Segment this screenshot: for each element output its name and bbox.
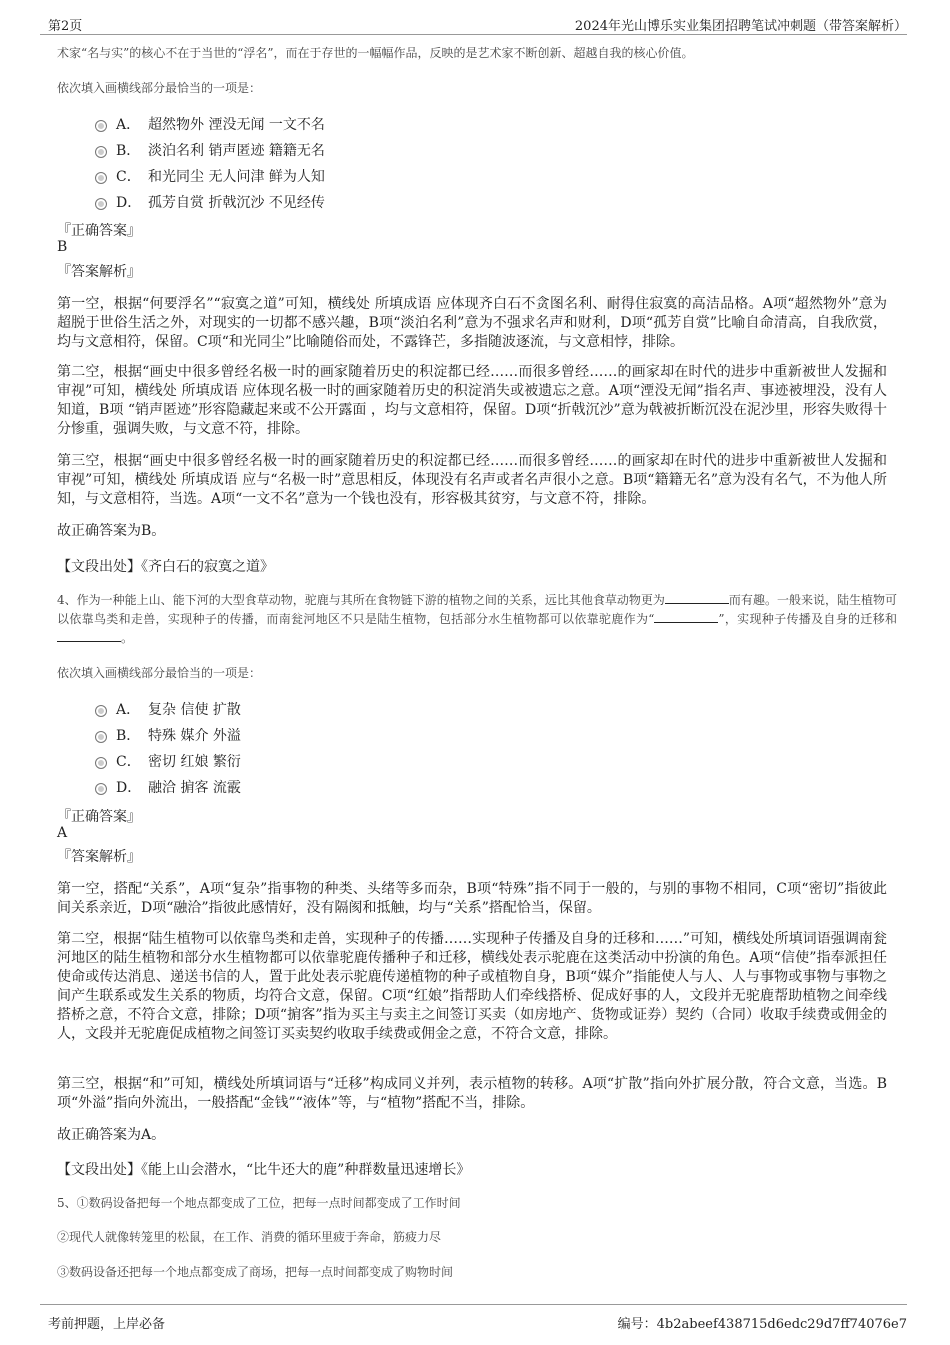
q3-analysis-3: 第三空，根据“画史中很多曾经名极一时的画家随着历史的积淀都已经……而很多曾经……的画家却在时代的进步中重新被世人发掘和审视”可知，横线处 所填成语 应与“名极一时”意思相反，体现没有名声或者名声很小之意。B项“籍籍无名”意为没有名气，不为他人所知，与文意相符，当选。A项“一文不名”意为一个钱也没有，形容极其贫穷，与文意不符，排除。 — [57, 453, 887, 507]
q4-option-b[interactable]: B． 特殊 媒介 外溢 — [95, 725, 241, 745]
radio-icon[interactable] — [95, 783, 107, 795]
q3-analysis-1: 第一空，根据“何要浮名”“寂寞之道”可知，横线处 所填成语 应体现齐白石不贪图名利、耐得住寂寞的高洁品格。A项“超然物外”意为超脱于世俗生活之外，对现实的一切都不感兴趣，B项“淡泊名利”意为不强求名声和财利，D项“孤芳自赏”比喻自命清高，自我欣赏，均与文意相符，保留。C项“和光同尘”比喻随俗而处，不露锋芒，多指随波逐流，与文意相悖，排除。 — [57, 296, 887, 350]
q4-stem: 4、作为一种能上山、能下河的大型食草动物，驼鹿与其所在食物链下游的植物之间的关系，远比其他食草动物更为 而有趣。一般来说，陆生植物可以依靠鸟类和走兽，实现种子的传播，而南瓮河地区不只是陆生植物，包括部分水生植物都可以依靠驼鹿作为“ ”，实现种子传播及自身的迁移和。 — [57, 593, 897, 645]
radio-icon[interactable] — [95, 198, 107, 210]
q4-analysis-2: 第二空，根据“陆生植物可以依靠鸟类和走兽，实现种子的传播……实现种子传播及自身的迁移和……”可知，横线处所填词语强调南瓮河地区的陆生植物和部分水生植物都可以依靠驼鹿传播种子和迁移，横线处表示驼鹿在这类活动中扮演的角色。A项“信使”指奉派担任使命或传达消息、递送书信的人，置于此处表示驼鹿传递植物的种子或植物自身，B项“媒介”指能使人与人、人与事物或事物与事物之间产生联系或发生关系的物质，均符合文意，保留。C项“红娘”指帮助人们牵线搭桥、促成好事的人，文段并无驼鹿帮助植物之间牵线搭桥之意，不符合文意，排除；D项“掮客”指为买主与卖主之间签订买卖（如房地产、货物或证券）契约（合同）收取手续费或佣金的人，文段并无驼鹿促成植物之间签订买卖契约收取手续费或佣金之意，不符合文意，排除。 — [57, 931, 887, 1042]
q5-line-3: ③数码设备还把每一个地点都变成了商场，把每一点时间都变成了购物时间 — [57, 1265, 454, 1279]
q3-answer: B — [57, 239, 68, 255]
q4-option-d[interactable]: D． 融洽 掮客 流霰 — [95, 777, 241, 797]
q5-line-1: 5、①数码设备把每一个地点都变成了工位，把每一点时间都变成了工作时间 — [57, 1196, 461, 1210]
q4-option-a[interactable]: A． 复杂 信使 扩散 — [95, 699, 241, 719]
q3-option-c[interactable]: C． 和光同尘 无人问津 鲜为人知 — [95, 166, 325, 186]
footer-document-id: 编号：4b2abeef438715d6edc29d7ff74076e7 — [617, 1317, 907, 1332]
q4-answer-label: 『正确答案』 — [57, 809, 141, 825]
blank-3 — [57, 629, 121, 642]
q3-analysis-2: 第二空，根据“画史中很多曾经名极一时的画家随着历史的积淀都已经……而很多曾经……的画家却在时代的进步中重新被世人发掘和审视”可知，横线处 所填成语 应体现名极一时的画家随着历史的积淀消失或被遗忘之意。A项“湮没无闻”指名声、事迹被埋没，没有人知道，B项 “销声匿迹”形容隐藏起来或不公开露面 ，均与文意相符，保留。D项“折戟沉沙”意为戟被折断沉没在泥沙里，形容失败得十分惨重，强调失败，与文意不符，排除。 — [57, 364, 887, 437]
footer-slogan: 考前押题，上岸必备 — [48, 1317, 166, 1332]
q3-analysis-4: 故正确答案为B。 — [57, 523, 166, 539]
q4-source: 【文段出处】《能上山会潜水，“比牛还大的鹿”种群数量迅速增长》 — [57, 1162, 471, 1178]
radio-icon[interactable] — [95, 146, 107, 158]
blank-1 — [665, 591, 729, 604]
q5-line-2: ②现代人就像转笼里的松鼠，在工作、消费的循环里疲于奔命，筋疲力尽 — [57, 1230, 442, 1244]
q3-answer-label: 『正确答案』 — [57, 223, 141, 239]
q4-analysis-4: 故正确答案为A。 — [57, 1127, 166, 1143]
radio-icon[interactable] — [95, 757, 107, 769]
page-number: 第2页 — [48, 19, 83, 34]
q4-analysis-1: 第一空，搭配“关系”，A项“复杂”指事物的种类、头绪等多而杂，B项“特殊”指不同于一般的，与别的事物不相同，C项“密切”指彼此间关系亲近，D项“融洽”指彼此感情好，没有隔阂和抵触，均与“关系”搭配恰当，保留。 — [57, 881, 887, 916]
q3-stem-tail: 术家“名与实”的核心不在于当世的“浮名”，而在于存世的一幅幅作品，反映的是艺术家不断创新、超越自我的核心价值。 — [57, 46, 694, 60]
radio-icon[interactable] — [95, 705, 107, 717]
page-header — [40, 12, 907, 35]
q3-option-b[interactable]: B． 淡泊名利 销声匿迹 籍籍无名 — [95, 140, 325, 160]
q4-analysis-label: 『答案解析』 — [57, 849, 141, 865]
q4-analysis-3: 第三空，根据“和”可知，横线处所填词语与“迁移”构成同义并列，表示植物的转移。A项“扩散”指向外扩展分散，符合文意，当选。B项“外溢”指向外流出，一般搭配“金钱”“液体”等，与“植物”搭配不当，排除。 — [57, 1076, 887, 1111]
q3-option-a[interactable]: A． 超然物外 湮没无闻 一文不名 — [95, 114, 325, 134]
q3-analysis-label: 『答案解析』 — [57, 264, 141, 280]
blank-2 — [654, 610, 718, 623]
q3-source: 【文段出处】《齐白石的寂寞之道》 — [57, 559, 274, 575]
radio-icon[interactable] — [95, 172, 107, 184]
q3-prompt: 依次填入画横线部分最恰当的一项是： — [57, 81, 262, 95]
radio-icon[interactable] — [95, 120, 107, 132]
document-title: 2024年光山博乐实业集团招聘笔试冲刺题（带答案解析） — [574, 19, 907, 34]
page-footer — [40, 1304, 907, 1332]
q3-option-d[interactable]: D． 孤芳自赏 折戟沉沙 不见经传 — [95, 192, 325, 212]
q4-prompt: 依次填入画横线部分最恰当的一项是： — [57, 666, 262, 680]
q4-answer: A — [57, 825, 68, 841]
q4-option-c[interactable]: C． 密切 红娘 繁衍 — [95, 751, 241, 771]
radio-icon[interactable] — [95, 731, 107, 743]
